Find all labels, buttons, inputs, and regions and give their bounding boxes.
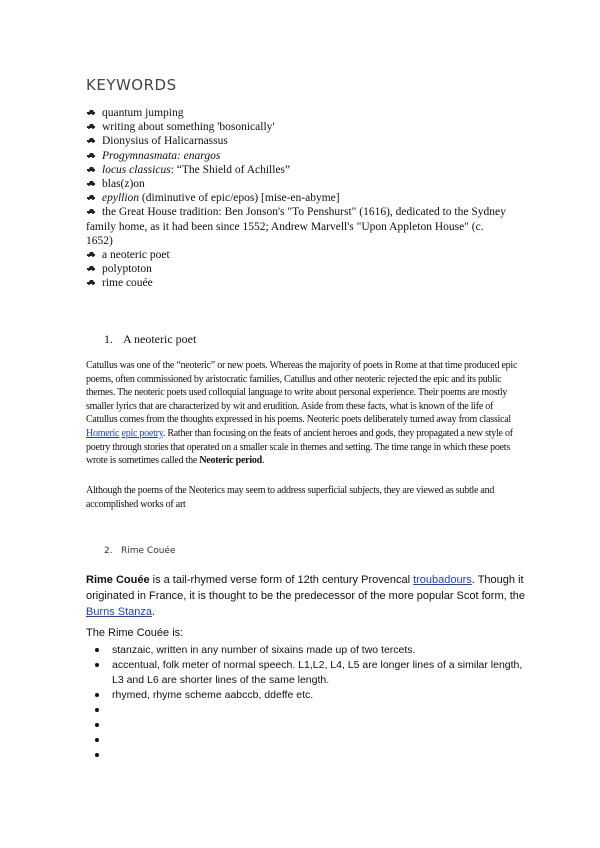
keyword-text: epyllion: [102, 192, 140, 205]
bullet-dot-icon: [95, 708, 99, 712]
keyword-text: a neoteric poet: [102, 249, 170, 262]
bullet-dot-icon: [95, 663, 99, 667]
keyword-text: (diminutive of epic/epos) [mise-en-abyme]: [139, 192, 340, 205]
list-item-text: stanzaic, written in any number of sixains made up of two tercets.: [112, 644, 416, 656]
rime-couee-term: Rime Couée: [86, 574, 150, 586]
list-item: [94, 658, 524, 687]
keyword-item: [86, 134, 506, 148]
list-item: [94, 718, 524, 733]
paragraph-text: . Though it originated in France, it is thought to be the predecessor of the more popular Scot form, the: [86, 574, 526, 602]
neoterics-paragraph: Although the poems of the Neoterics may seem to address superficial subjects, they are viewed as subtle and accomplished works of art: [86, 485, 495, 510]
car-icon: [86, 279, 96, 285]
keyword-item: [86, 106, 506, 120]
neoteric-period-term: Neoteric period: [199, 455, 262, 467]
keyword-text: polyptoton: [102, 263, 152, 276]
keyword-item: [86, 205, 506, 248]
list-item: [94, 748, 524, 763]
homeric-link[interactable]: Homeric: [86, 427, 120, 439]
keyword-item: [86, 191, 506, 205]
keyword-text: rime couée: [102, 277, 153, 290]
rime-couee-paragraph: [86, 572, 526, 620]
keyword-text: the Great House tradition: Ben Jonson's "To Penshurst" (1616), dedicated to the Sydney family home, as it had been since 1552; Andrew Marvell's "Upon Appleton House" (c. 1652): [86, 206, 506, 247]
rime-couee-list: [94, 643, 524, 763]
epic-poetry-link[interactable]: epic poetry: [121, 427, 163, 439]
paragraph-text: .: [261, 455, 265, 467]
car-icon: [86, 251, 96, 257]
keyword-text: Dionysius of Halicarnassus: [102, 135, 228, 148]
car-icon: [86, 137, 96, 143]
bullet-dot-icon: [95, 648, 99, 652]
car-icon: [86, 123, 96, 129]
keyword-item: [86, 177, 506, 191]
section-1-heading: [104, 332, 196, 347]
section-2-title: Rime Couée: [121, 546, 176, 556]
section-2-heading: [104, 546, 176, 556]
paragraph-text: .: [152, 606, 156, 618]
keyword-text: writing about something 'bosonically': [102, 121, 275, 134]
paragraph-text: . Rather than focusing on the feats of ancient heroes and gods, they propagated a new style of poetry through stories that operated on a smaller scale in themes and setting. The time range in which these poets wrote is sometimes called the: [86, 427, 513, 467]
keyword-text: blas(z)on: [102, 178, 145, 191]
car-icon: [86, 180, 96, 186]
keyword-text: Progymnasmata: enargos: [102, 149, 221, 162]
rime-couee-list-label: The Rime Couée is:: [86, 627, 184, 639]
paragraph-text: is a tail-rhymed verse form of 12th century Provencal: [149, 574, 414, 586]
section-2-number: 2.: [104, 546, 113, 556]
car-icon: [86, 194, 96, 200]
list-item-text: accentual, folk meter of normal speech. L1,L2, L4, L5 are longer lines of a similar length, L3 and L6 are shorter lines of the same length.: [112, 659, 523, 686]
keyword-item: [86, 163, 506, 177]
keyword-text: : “The Shield of Achilles”: [170, 163, 291, 176]
paragraph-text: Catullus was one of the “neoteric” or new poets. Whereas the majority of poets in Rome at that time produced epic poems, often commissioned by aristocratic families, Catullus and other neoteric rejected the epic and its public themes. The neoteric poets used colloquial language to write about personal experience. Their poems are mostly smaller lyrics that are characterized by wit and erudition. Aside from these facts, what is known of the life of Catullus comes from the thoughts expressed in his poems. Neoteric poets deliberately turned away from classical: [86, 360, 518, 426]
bullet-dot-icon: [95, 723, 99, 727]
car-icon: [86, 166, 96, 172]
keyword-item: [86, 276, 506, 290]
list-item: [94, 688, 524, 703]
keyword-text: locus classicus: [102, 163, 171, 176]
keywords-list: [86, 106, 506, 291]
list-item-text: rhymed, rhyme scheme aabccb, ddeffe etc.: [112, 688, 314, 701]
keyword-item: [86, 149, 506, 163]
list-item: [94, 703, 524, 718]
list-item: [94, 733, 524, 748]
bullet-dot-icon: [95, 738, 99, 742]
bullet-dot-icon: [95, 693, 99, 697]
burns-stanza-link[interactable]: Burns Stanza: [86, 606, 153, 618]
section-1-title: A neoteric poet: [123, 332, 197, 346]
car-icon: [86, 208, 96, 214]
car-icon: [86, 152, 96, 158]
section-1-number: 1.: [104, 332, 113, 346]
troubadours-link[interactable]: troubadours: [413, 574, 472, 586]
keyword-item: [86, 248, 506, 262]
keyword-item: [86, 262, 506, 276]
car-icon: [86, 109, 96, 115]
bullet-dot-icon: [95, 753, 99, 757]
keyword-item: [86, 120, 506, 134]
keyword-text: quantum jumping: [102, 107, 184, 119]
neoteric-paragraph: [86, 359, 518, 468]
keywords-heading: KEYWORDS: [86, 76, 177, 94]
car-icon: [86, 265, 96, 271]
list-item: [94, 643, 524, 658]
